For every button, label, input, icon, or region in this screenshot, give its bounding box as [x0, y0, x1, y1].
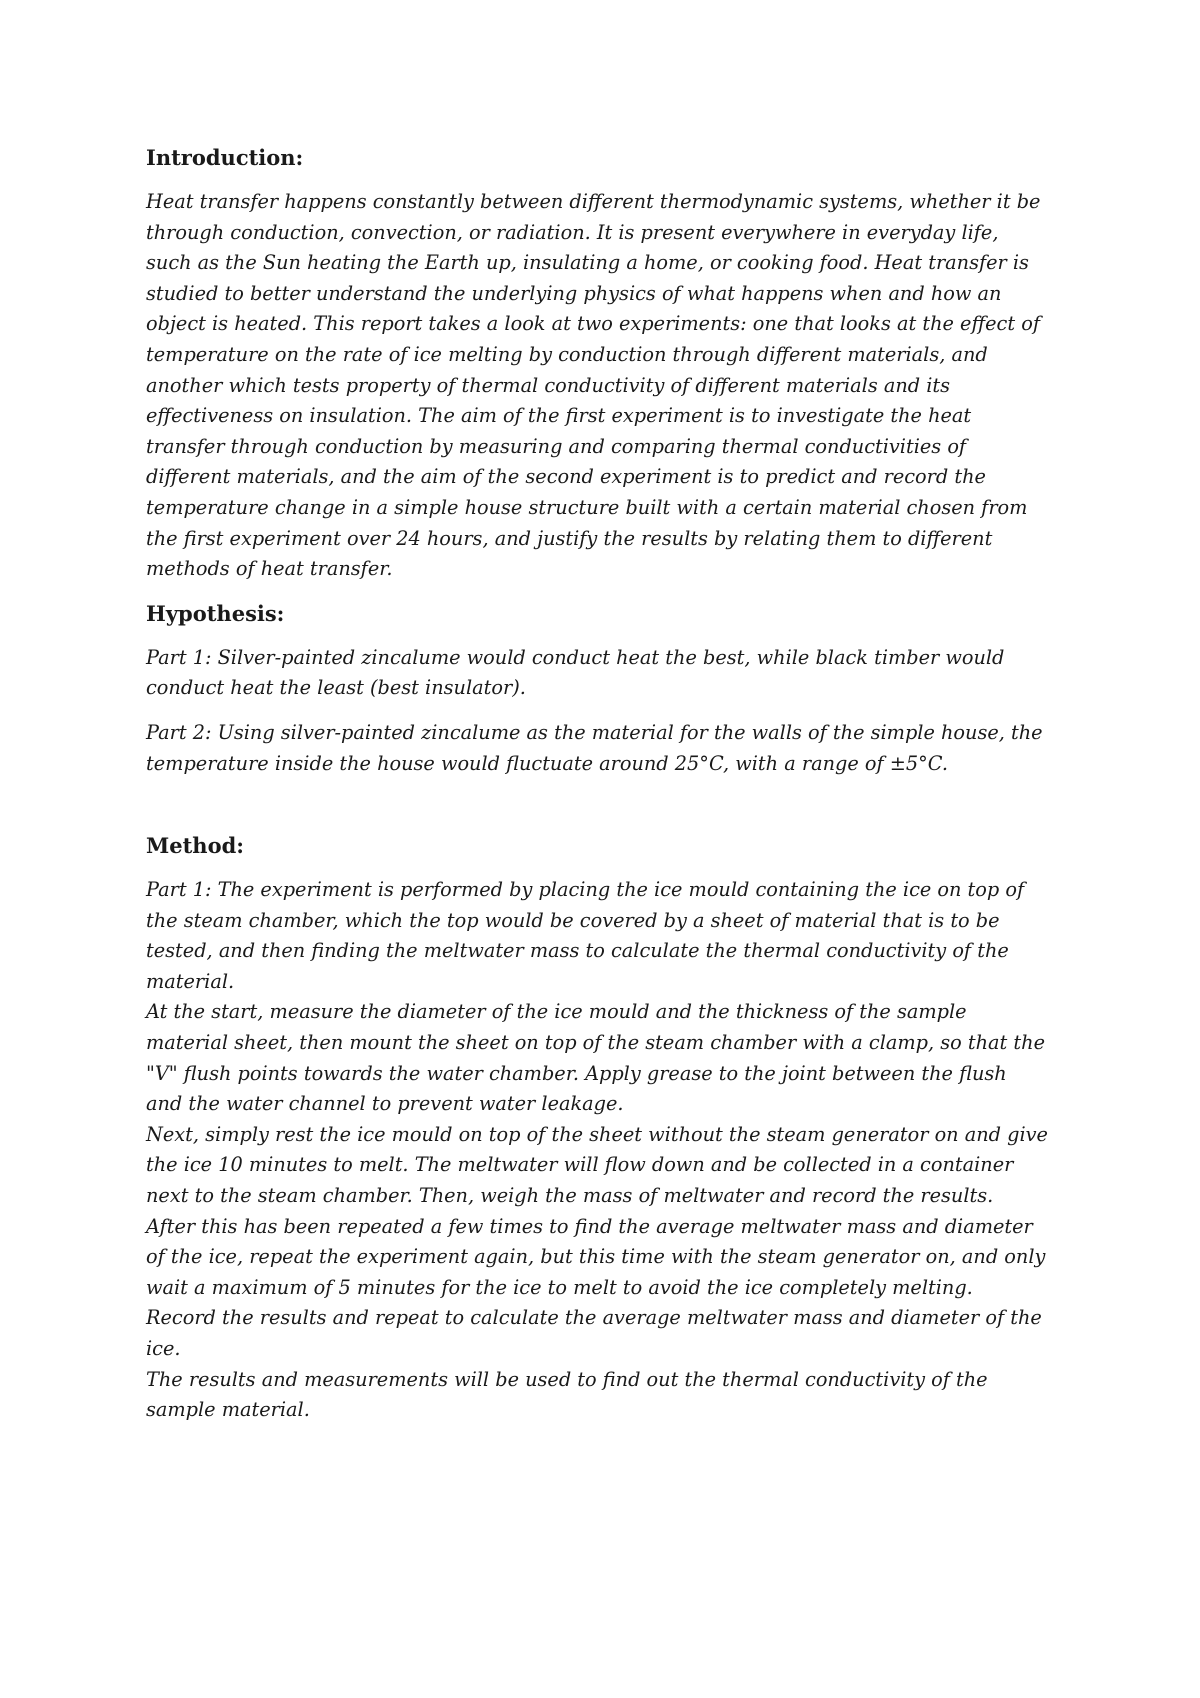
section-spacer	[146, 793, 1076, 831]
method-section	[146, 875, 1076, 1426]
method-part1-paragraph: Part 1: The experiment is performed by placing the ice mould containing the ice on top of the steam chamber, which the top would be covered by a sheet of material that is to be tested, and then finding the meltwater mass to calculate the thermal conductivity of the material.	[146, 878, 1025, 993]
method-setup-paragraph: At the start, measure the diameter of the ice mould and the thickness of the sample material sheet, then mount the sheet on top of the steam chamber with a clamp, so that the "V" flush points towards the water chamber. Apply grease to the joint between the flush and the water channel to prevent water leakage.	[146, 1000, 1045, 1116]
document-body	[146, 143, 1076, 1426]
introduction-heading: Introduction:	[146, 145, 304, 170]
hypothesis-part1-paragraph: Part 1: Silver-painted zincalume would conduct heat the best, while black timber would conduct heat the least (best insulator).	[146, 645, 1005, 700]
method-melt-paragraph: Next, simply rest the ice mould on top of the sheet without the steam generator on and give the ice 10 minutes to melt. The meltwater will flow down and be collected in a container next to the steam chamber. Then, weigh the mass of meltwater and record the results.	[146, 1122, 1048, 1208]
hypothesis-part2-paragraph: Part 2: Using silver-painted zincalume as the material for the walls of the simple house, the temperature inside the house would fluctuate around 25°C, with a range of ±5°C.	[146, 720, 1043, 775]
method-repeat-paragraph: After this has been repeated a few times to find the average meltwater mass and diameter of the ice, repeat the experiment again, but this time with the steam generator on, and only wait a maximum of 5 minutes for the ice to melt to avoid the ice completely melting. Record the results and repeat to calculate the average meltwater mass and diameter of the ice.	[146, 1214, 1046, 1360]
hypothesis-heading: Hypothesis:	[146, 600, 285, 626]
introduction-paragraph: Heat transfer happens constantly between different thermodynamic systems, whether it be through conduction, convection, or radiation. It is present everywhere in everyday life, such as the Sun heating the Earth up, insulating a home, or cooking food. Heat transfer is studied to better understand the underlying physics of what happens when and how an object is heated. This report takes a look at two experiments: one that looks at the effect of temperature on the rate of ice melting by conduction through different materials, and another which tests property of thermal conductivity of different materials and its effectiveness on insulation. The aim of the first experiment is to investigate the heat transfer through conduction by measuring and comparing thermal conductivities of different materials, and the aim of the second experiment is to predict and record the temperature change in a simple house structure built with a certain material chosen from the first experiment over 24 hours, and justify the results by relating them to different methods of heat transfer.	[146, 190, 1041, 581]
method-heading: Method:	[146, 833, 245, 859]
method-results-paragraph: The results and measurements will be used to find out the thermal conductivity of the sample material.	[146, 1367, 988, 1422]
